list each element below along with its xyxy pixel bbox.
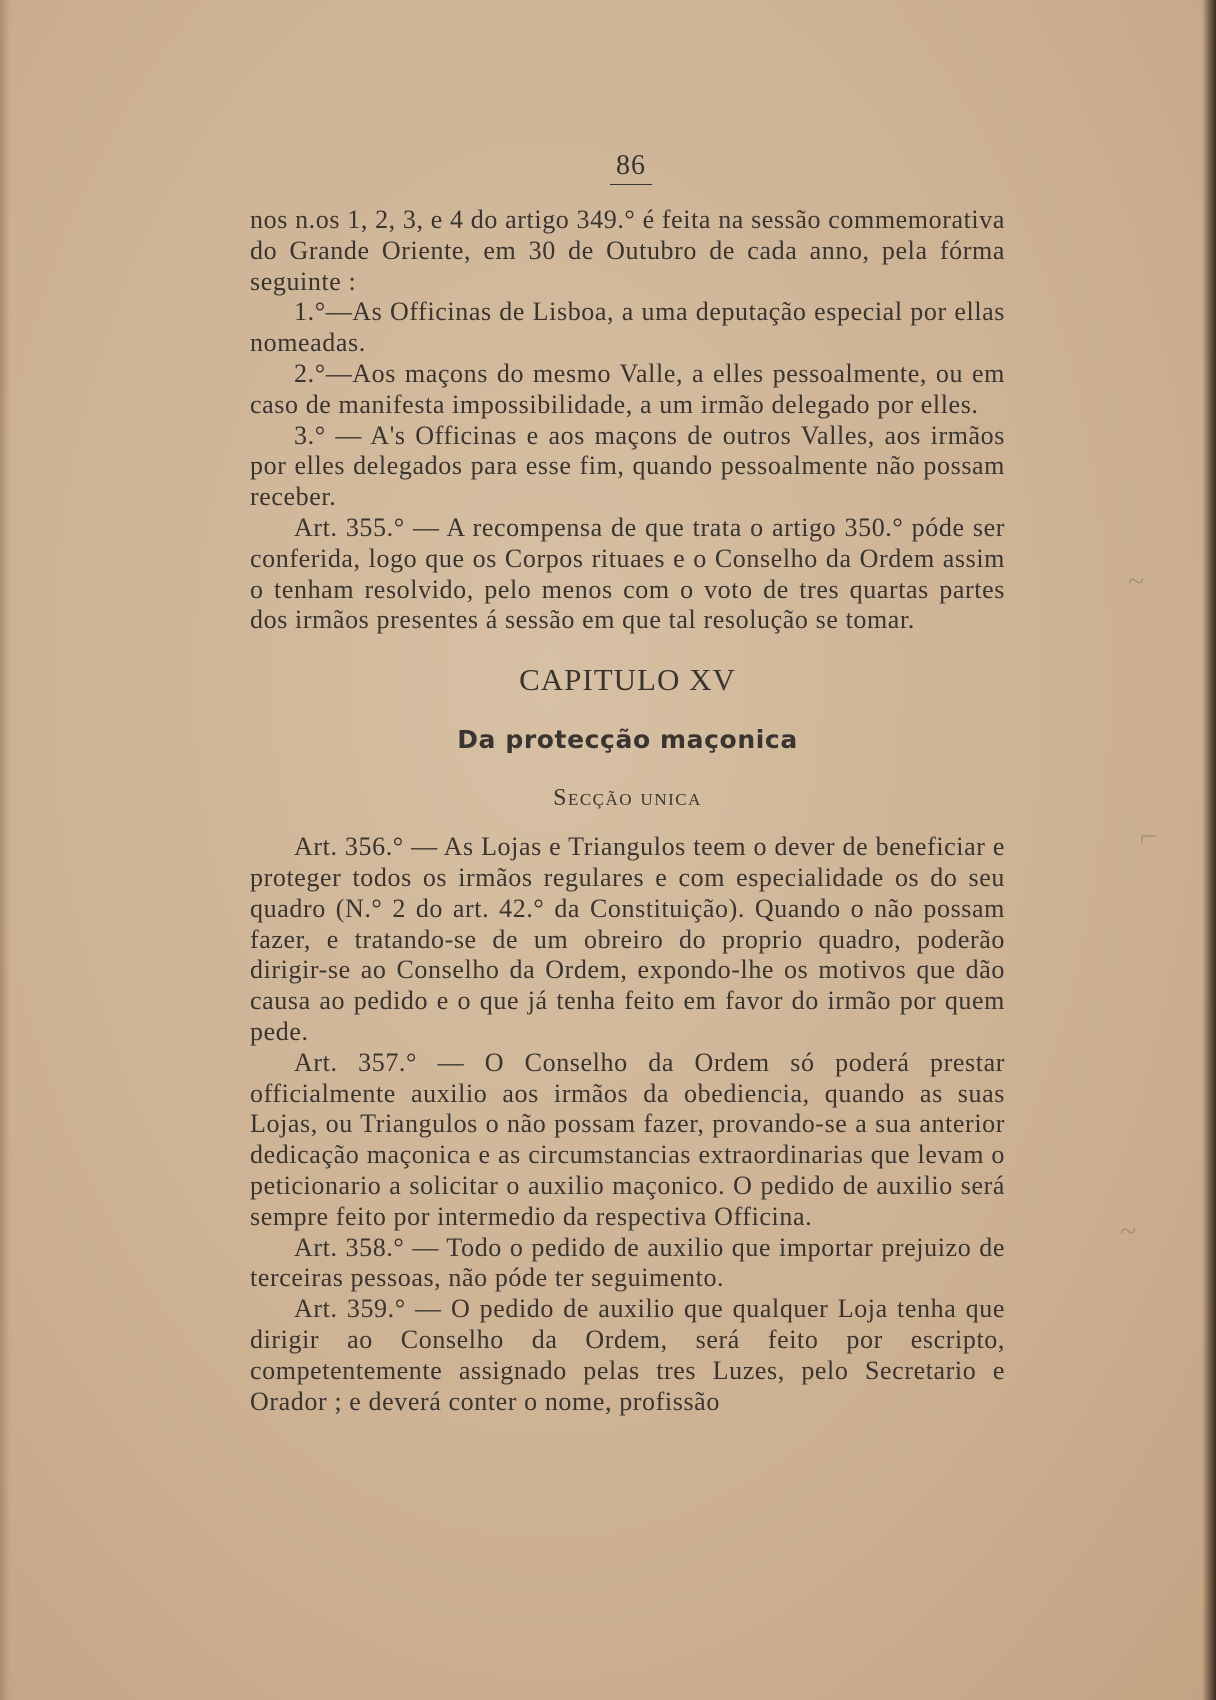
chapter-title: Da protecção maçonica — [457, 725, 798, 755]
article-356: Art. 356.° — As Lojas e Triangulos teem o dever de beneficiar e proteger todos os irmãos regulares e com especialidade os do seu quadro (N.° 2 do art. 42.° da Constituição). Quando o não possam fazer, e tratando-se de um obreiro do proprio quadro, poderão dirigir-se ao Conselho da Ordem, expondo-lhe os motivos que dão causa ao pedido e o que já tenha feito em favor do irmão por quem pede. — [250, 832, 1005, 1046]
margin-pencil-mark: ~ — [1120, 1215, 1137, 1248]
page-left-edge — [0, 0, 10, 1700]
paragraph-item-3: 3.° — A's Officinas e aos maçons de outros Valles, aos irmãos por elles delegados para esse fim, quando pessoalmente não possam receber. — [250, 420, 1005, 512]
article-357: Art. 357.° — O Conselho da Ordem só poderá prestar officialmente auxilio aos irmãos da obediencia, quando as suas Lojas, ou Triangulos o não possam fazer, provando-se a sua anterior dedicação maçonica e as circumstancias extraordinarias que levam o peticionario a solicitar o auxilio maçonico. O pedido de auxilio será sempre feito por intermedio da respectiva Officina. — [250, 1047, 1005, 1231]
article-359: Art. 359.° — O pedido de auxilio que qualquer Loja tenha que dirigir ao Conselho da Ordem, será feito por escripto, competentemente assignado pelas tres Luzes, pelo Secretario e Orador ; e deverá conter o nome, profissão — [250, 1294, 1005, 1416]
margin-pencil-mark: ⌐ — [1140, 820, 1157, 853]
body-text — [250, 205, 1005, 1417]
page-number: 86 — [610, 150, 652, 185]
paragraph-continuation: nos n.os 1, 2, 3, e 4 do artigo 349.° é feita na sessão commemorativa do Grande Oriente, em 30 de Outubro de cada anno, pela fórma seguinte : — [250, 205, 1005, 296]
article-358: Art. 358.° — Todo o pedido de auxilio que importar prejuizo de terceiras pessoas, não póde ter seguimento. — [250, 1232, 1005, 1293]
book-spine-edge — [1202, 0, 1216, 1700]
article-355: Art. 355.° — A recompensa de que trata o artigo 350.° póde ser conferida, logo que os Corpos rituaes e o Conselho da Ordem assim o tenham resolvido, pelo menos com o voto de tres quartas partes dos irmãos presentes á sessão em que tal resolução se tomar. — [250, 512, 1005, 635]
margin-pencil-mark: ~ — [1128, 565, 1145, 598]
chapter-heading: CAPITULO XV — [519, 662, 736, 698]
paragraph-item-1: 1.°—As Officinas de Lisboa, a uma deputação especial por ellas nomeadas. — [250, 297, 1005, 358]
section-heading: Secção unica — [553, 785, 702, 812]
paragraph-item-2: 2.°—Aos maçons do mesmo Valle, a elles pessoalmente, ou em caso de manifesta impossibilidade, a um irmão delegado por elles. — [250, 358, 1005, 419]
